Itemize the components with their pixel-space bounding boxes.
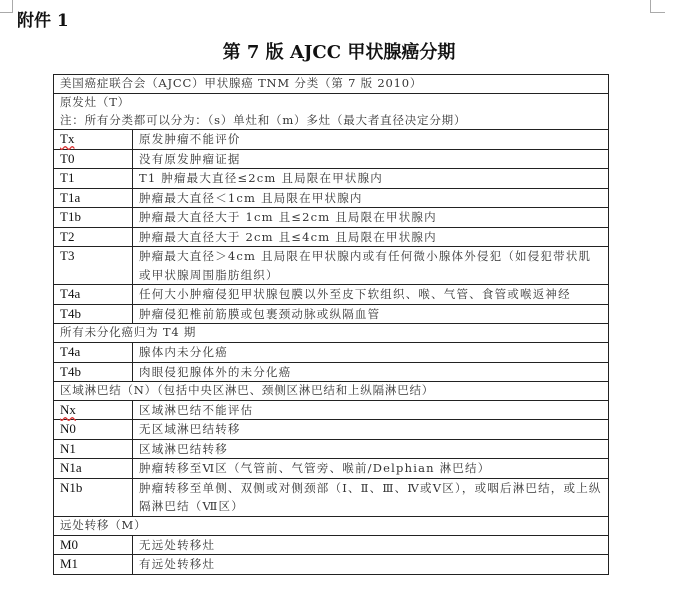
stage-description: 肿瘤最大直径大于 2cm 且≤4cm 且局限在甲状腺内	[133, 227, 609, 247]
tnm-staging-table	[53, 74, 609, 575]
table-row	[54, 247, 609, 285]
stage-code-text: N1	[60, 440, 76, 456]
table-row	[54, 362, 609, 382]
n-section: 区域淋巴结（N）（包括中央区淋巴、颈侧区淋巴结和上纵隔淋巴结）	[54, 382, 609, 401]
stage-description: 无区域淋巴结转移	[133, 420, 609, 440]
stage-description: 肿瘤转移至单侧、双侧或对侧颈部（Ⅰ、Ⅱ、Ⅲ、Ⅳ或Ⅴ区），或咽后淋巴结，或上纵隔淋巴结（Ⅶ区）	[133, 478, 609, 516]
stage-description: 肿瘤侵犯椎前筋膜或包裹颈动脉或纵隔血管	[133, 304, 609, 324]
stage-description: 肿瘤转移至Ⅵ区（气管前、气管旁、喉前/Delphian 淋巴结）	[133, 459, 609, 479]
stage-code-text: T1b	[60, 209, 81, 225]
stage-code	[54, 478, 133, 516]
stage-description: 无远处转移灶	[133, 535, 609, 555]
stage-code-text: Tx	[60, 131, 75, 147]
stage-description: T1 肿瘤最大直径≤2cm 且局限在甲状腺内	[133, 169, 609, 189]
t-section-note: 注：所有分类都可以分为：（s）单灶和（m）多灶（最大者直径决定分期）	[60, 112, 467, 127]
stage-code	[54, 285, 133, 305]
stage-description: 肿瘤最大直径＞4cm 且局限在甲状腺内或有任何微小腺体外侵犯（如侵犯带状肌或甲状腺周围脂肪组织）	[133, 247, 609, 285]
stage-description: 腺体内未分化癌	[133, 343, 609, 363]
stage-code	[54, 130, 133, 150]
section-row	[54, 516, 609, 535]
table-row	[54, 149, 609, 169]
stage-code	[54, 304, 133, 324]
table-row	[54, 188, 609, 208]
stage-description: 没有原发肿瘤证据	[133, 149, 609, 169]
stage-code-text: T1	[60, 170, 75, 186]
table-row	[54, 400, 609, 420]
stage-code	[54, 439, 133, 459]
table-row	[54, 478, 609, 516]
table-row	[54, 285, 609, 305]
table-row	[54, 439, 609, 459]
m-section: 远处转移（M）	[54, 516, 609, 535]
stage-description: 区域淋巴结不能评估	[133, 400, 609, 420]
attachment-label: 附件 1	[17, 11, 69, 31]
table-row	[54, 459, 609, 479]
stage-code	[54, 362, 133, 382]
table-row	[54, 343, 609, 363]
stage-description: 肉眼侵犯腺体外的未分化癌	[133, 362, 609, 382]
section-row	[54, 324, 609, 343]
stage-code-text: T4b	[60, 363, 81, 379]
t-section-label: 原发灶（T）	[60, 94, 130, 109]
table-header: 美国癌症联合会（AJCC）甲状腺癌 TNM 分类（第 7 版 2010）	[54, 75, 609, 94]
stage-code-text: N1a	[60, 460, 82, 476]
stage-code-text: T4b	[60, 305, 81, 321]
stage-description: 肿瘤最大直径＜1cm 且局限在甲状腺内	[133, 188, 609, 208]
margin-mark-right	[650, 0, 665, 13]
table-row	[54, 304, 609, 324]
stage-code	[54, 400, 133, 420]
stage-code	[54, 227, 133, 247]
stage-description: 原发肿瘤不能评价	[133, 130, 609, 150]
stage-description: 任何大小肿瘤侵犯甲状腺包膜以外至皮下软组织、喉、气管、食管或喉返神经	[133, 285, 609, 305]
stage-code	[54, 535, 133, 555]
stage-code-text: N1b	[60, 479, 83, 495]
stage-code-text: T0	[60, 150, 75, 166]
section-row	[54, 382, 609, 401]
t-section	[54, 93, 609, 130]
stage-code-text: T3	[60, 248, 75, 264]
stage-code	[54, 343, 133, 363]
stage-code	[54, 188, 133, 208]
stage-code-text: M0	[60, 536, 79, 552]
stage-code-text: M1	[60, 556, 79, 572]
stage-description: 肿瘤最大直径大于 1cm 且≤2cm 且局限在甲状腺内	[133, 208, 609, 228]
stage-description: 区域淋巴结转移	[133, 439, 609, 459]
stage-code	[54, 420, 133, 440]
stage-code-text: T2	[60, 228, 75, 244]
stage-code	[54, 555, 133, 575]
table-row	[54, 535, 609, 555]
undifferentiated-section: 所有未分化癌归为 T4 期	[54, 324, 609, 343]
stage-code-text: Nx	[60, 401, 76, 417]
table-header-row	[54, 75, 609, 94]
stage-code	[54, 169, 133, 189]
stage-code	[54, 149, 133, 169]
table-row	[54, 169, 609, 189]
document-title: 第 7 版 AJCC 甲状腺癌分期	[222, 42, 456, 63]
stage-code-text: N0	[60, 421, 76, 437]
table-row	[54, 555, 609, 575]
stage-code-text: T4a	[60, 286, 81, 302]
table-row	[54, 130, 609, 150]
table-row	[54, 420, 609, 440]
table-row	[54, 227, 609, 247]
stage-code	[54, 208, 133, 228]
stage-code	[54, 459, 133, 479]
stage-code-text: T1a	[60, 189, 81, 205]
section-row	[54, 93, 609, 130]
stage-code	[54, 247, 133, 285]
stage-description: 有远处转移灶	[133, 555, 609, 575]
margin-mark-left	[0, 0, 13, 13]
stage-code-text: T4a	[60, 344, 81, 360]
table-row	[54, 208, 609, 228]
